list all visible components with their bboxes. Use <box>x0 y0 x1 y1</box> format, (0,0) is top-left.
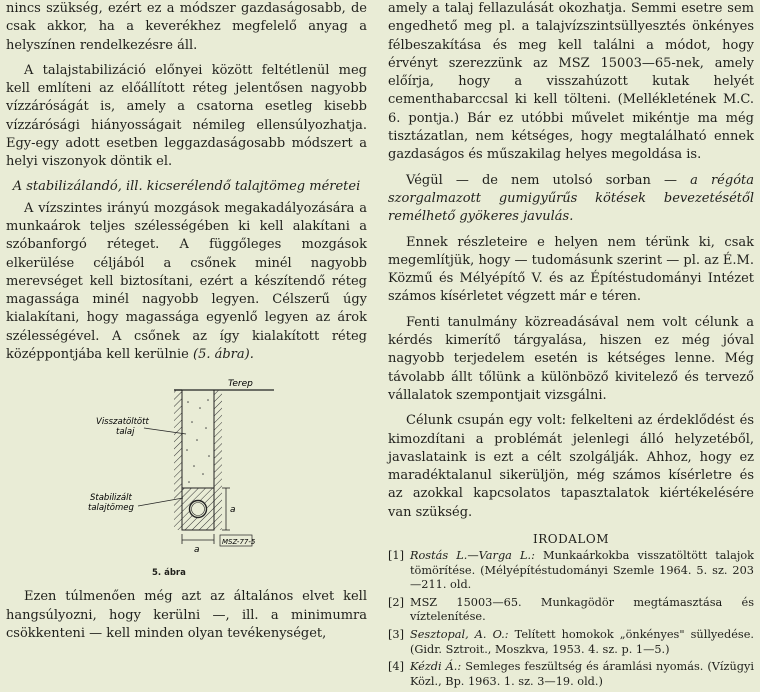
reference-text: Munkaárkokba visszatöltött talajok tömörítése. (Mélyépítéstudományi Szemle 1964. 5. sz. 203—211. old. <box>410 549 754 592</box>
reference-item <box>388 596 754 625</box>
reference-item <box>388 628 754 657</box>
reference-text: Telített homokok „önkényes" süllyedése. (Gidr. Sztroit., Moszkva, 1953. 4. sz. p. 1—5.) <box>410 627 754 656</box>
paragraph: nincs szükség, ezért ez a módszer gazdaságosabb, de csak akkor, ha a keverékhez megfelelő anyag a helyszínen rendelkezésre áll. <box>6 1 367 53</box>
figure-caption: 5. ábra <box>152 568 186 579</box>
paragraph: amely a talaj fellazulását okozhatja. Semmi esetre sem engedhető meg pl. a talajvízszintsüllyesztés önkényes félbeszakítása és meg kell találni a módot, hogy érvényt szerezzünk az MSZ 15003—65-nek, amely előírja, hogy a visszahúzott kutak helyét cementhabarccsal ki kell tölteni. (Mellékletének M.C. 6. pontja.) Bár ez utóbbi művelet mikéntje ma még tisztázatlan, nem kétséges, hogy megtalálható ennek gazdaságos és műszakilag helyes megoldása is. <box>388 1 754 163</box>
paragraph-text: A vízszintes irányú mozgások megakadályozására a munkaárok teljes szélességében ki kell alakítani a szóbanforgó réteget. A függőleges mozgások elkerülése céljából a csőnek minél nagyobb merevséget kell biztosítani, ezért a készítendő réteg magassága minél nagyobb legyen. Célszerű úgy kialakítani, hogy magassága egyenlő legyen az árok szélességével. A csőnek az így kialakított réteg középpontjába kell kerülnie <box>6 200 367 363</box>
dimension-label: a <box>230 505 236 516</box>
pipe <box>190 501 207 518</box>
reference-list <box>388 549 754 689</box>
left-column <box>6 0 367 643</box>
dimension-label: a <box>194 545 200 556</box>
paragraph: Ennek részleteire e helyen nem térünk ki, csak megemlítjük, hogy — tudomásunk szerint — pl. az É.M. Közmű és Mélyépítő V. és az Építéstudományi Intézet számos kísérletet végzett már e téren. <box>388 234 754 305</box>
reference-number: [3] <box>388 627 405 641</box>
paragraph <box>388 172 754 227</box>
label-terep: Terep <box>228 379 253 390</box>
left-wall-hatch <box>174 390 182 530</box>
label-stabilized: Stabilizált <box>90 493 132 504</box>
label-backfill: talaj <box>116 427 135 438</box>
reference-number: [1] <box>388 549 405 563</box>
reference-text: MSZ 15003—65. Munkagödör megtámasztása és víztelenítése. <box>410 595 754 624</box>
section-heading: A stabilizálandó, ill. kicserélendő talajtömeg méretei <box>12 178 361 194</box>
emphasis-text: a régóta szorgalmazott gumigyűrűs kötések bevezetésétől remélhető gyökeres javulás. <box>388 172 754 225</box>
paragraph <box>6 200 367 365</box>
paragraph: Fenti tanulmány közreadásával nem volt célunk a kérdés kimerítő tárgyalása, hiszen ez még jóval nagyobb terjedelem esetén is kétséges lenne. Még távolabb állt tőlünk a különböző kivitelező és tervező vállalatok szempontjait vizsgálni. <box>388 314 754 403</box>
label-stabilized: talajtömeg <box>88 503 134 514</box>
reference-text: Semleges feszültség és áramlási nyomás. (Vízügyi Közl., Bp. 1963. 1. sz. 3—19. old.) <box>410 660 755 688</box>
label-backfill: Visszatöltött <box>96 417 149 428</box>
reference-item <box>388 660 754 689</box>
references-title: IRODALOM <box>533 532 609 547</box>
reference-authors: Kézdi Á.: <box>410 660 462 674</box>
figure-reference: (5. ábra). <box>193 347 254 363</box>
figure-code: MSZ-77-5 <box>222 538 256 547</box>
right-column <box>388 0 754 692</box>
paragraph: A talajstabilizáció előnyei között feltétlenül meg kell említeni az előállított réteg jelentősen nagyobb vízzáróságát is, amely a csatorna esetleg kisebb vízzárósági hiányosságait némileg ellensúlyozhatja. Egy-egy adott esetben leggazdaságosabb módszert a helyi viszonyok döntik el. <box>6 62 367 170</box>
reference-authors: Rostás L.—Varga L.: <box>410 549 535 563</box>
reference-item <box>388 549 754 593</box>
right-wall-hatch <box>214 390 222 530</box>
figure-5 <box>6 378 367 588</box>
reference-number: [4] <box>388 660 405 674</box>
reference-number: [2] <box>388 595 405 609</box>
paragraph-text: Végül — de nem utolsó sorban — <box>406 172 677 188</box>
trench-diagram <box>82 378 282 568</box>
reference-authors: Sesztopal, A. O.: <box>410 627 509 641</box>
backfill-dots <box>186 400 210 484</box>
paragraph: Ezen túlmenően még azt az általános elvet kell hangsúlyozni, hogy kerülni —, ill. a minimumra csökkenteni — kell minden olyan tevékenységet, <box>6 589 367 641</box>
paragraph: Célunk csupán egy volt: felkelteni az érdeklődést és kimozdítani a problémát jelenlegi álló helyzetéből, javaslataink is ezt a célt szolgálják. Ahhoz, hogy ez maradéktalanul sikerüljön, még számos kísérletre és az azokkal kapcsolatos tapasztalatok kiértékelésére van szükség. <box>388 413 754 520</box>
